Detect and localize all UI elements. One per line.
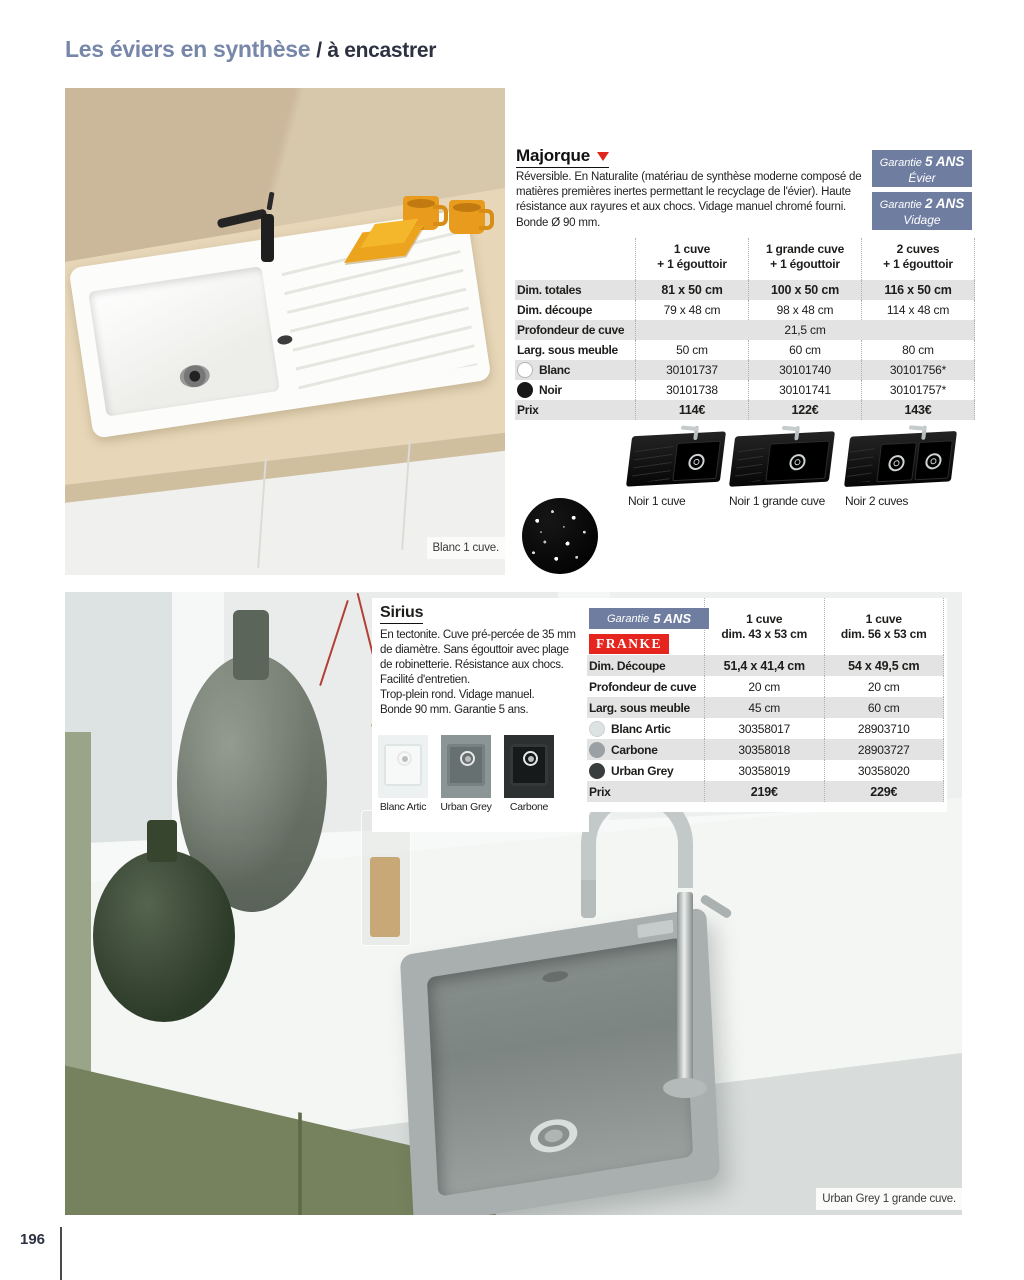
table-cell: 28903727 [824, 739, 944, 760]
color-swatch [589, 721, 605, 737]
orange-mug [449, 200, 485, 234]
vase-neck [233, 610, 269, 680]
table-cell: 116 x 50 cm [861, 280, 974, 300]
table-cell: 30358019 [704, 760, 824, 781]
table-row [515, 280, 975, 300]
badge-sub: Vidage [903, 212, 941, 227]
sirius-info-box [372, 598, 589, 832]
row-label [587, 781, 704, 802]
row-label [587, 655, 704, 676]
column-header-line: 1 grande cuve [765, 242, 845, 256]
table-cell: 30101756* [861, 360, 974, 380]
table-cell: 60 cm [748, 340, 861, 360]
column-header-line: 1 cuve [746, 612, 783, 626]
majorque-description: Réversible. En Naturalite (matériau de synthèse moderne composé de matières premières inertes permettant le recyclage de l'évier). Haute résistance aux rayures et aux chocs. Vidage manuel chromé fourni. Bonde Ø 90 mm. [516, 171, 862, 229]
sirius-title: Sirius [380, 604, 423, 624]
material-sample-swatch [522, 498, 598, 574]
row-label-text: Larg. sous meuble [589, 700, 690, 715]
sirius-description [380, 628, 582, 718]
row-label-text: Prix [517, 403, 539, 417]
row-label [515, 400, 635, 420]
sink-drain [178, 363, 211, 389]
thumb-noir-1-cuve [627, 432, 727, 488]
row-label [515, 300, 635, 320]
table-cell: 114€ [635, 400, 748, 420]
row-label-text: Carbone [611, 742, 658, 757]
sirius-paragraph: Bonde 90 mm. Garantie 5 ans. [380, 703, 529, 716]
drain-icon [460, 751, 475, 766]
table-cell: 30358017 [704, 718, 824, 739]
swatch-label: Carbone [509, 801, 549, 813]
sink-overflow [542, 970, 568, 984]
majorque-spec-table [515, 238, 975, 420]
color-swatch [517, 362, 533, 378]
faucet-body [677, 892, 693, 1092]
sink-overflow [277, 334, 293, 345]
table-cell: 30358020 [824, 760, 944, 781]
page-title [65, 36, 436, 63]
row-label [587, 718, 704, 739]
row-label [515, 340, 635, 360]
column-header-line: + 1 égouttoir [883, 257, 953, 271]
table-cell: 80 cm [861, 340, 974, 360]
faucet-icon [794, 426, 800, 440]
green-wall [65, 732, 91, 1102]
row-label-text: Blanc [539, 363, 571, 377]
row-label [515, 360, 635, 380]
drain-icon [523, 751, 538, 766]
drainboard-ribs [846, 443, 875, 483]
table-row [587, 739, 944, 760]
column-header [704, 598, 824, 655]
table-cell: 30101757* [861, 380, 974, 400]
footer-divider [60, 1227, 62, 1280]
swatch-label: Blanc Artic [379, 801, 427, 813]
garantie-badge-vidage [872, 192, 972, 230]
thumb-label: Noir 2 cuves [845, 494, 909, 508]
table-cell: 30101740 [748, 360, 861, 380]
row-label [587, 697, 704, 718]
faucet-base [663, 1078, 707, 1098]
column-header [748, 238, 861, 280]
table-cell: 50 cm [635, 340, 748, 360]
table-row [515, 400, 975, 420]
sirius-paragraph: Trop-plein rond. Vidage manuel. [380, 688, 535, 701]
column-header [824, 598, 944, 655]
color-swatch [589, 742, 605, 758]
table-cell: 100 x 50 cm [748, 280, 861, 300]
badge-value: 2 ANS [925, 196, 965, 211]
swatch-blanc-artic [378, 735, 428, 798]
table-row [515, 360, 975, 380]
black-sink-image [626, 431, 726, 486]
table-cell: 51,4 x 41,4 cm [704, 655, 824, 676]
sirius-table-box [585, 598, 947, 812]
column-header [861, 238, 974, 280]
sink-bowl [427, 937, 693, 1196]
sirius-paragraph: En tectonite. Cuve pré-percée de 35 mm de diamètre. Sans égouttoir avec plage de robinetterie. Résistance aux chocs. Facilité d'entretien. [380, 629, 576, 686]
column-header-line: dim. 56 x 53 cm [840, 627, 927, 641]
badge-sub: Évier [908, 170, 936, 185]
column-header [635, 238, 748, 280]
row-label-text: Blanc Artic [611, 721, 671, 736]
thumb-noir-1-grande-cuve [730, 432, 836, 488]
row-label-text: Dim. Découpe [589, 658, 666, 673]
column-header-line: + 1 égouttoir [770, 257, 840, 271]
grey-sink [400, 907, 720, 1215]
faucet-icon [693, 426, 699, 440]
faucet-spout [581, 880, 596, 918]
photo-caption: Blanc 1 cuve. [427, 537, 505, 559]
faucet-icon [921, 426, 927, 440]
page-title-sub: / à encastrer [316, 39, 437, 62]
table-cell: 54 x 49,5 cm [824, 655, 944, 676]
table-row [587, 697, 944, 718]
drainboard-ribs [631, 442, 674, 482]
majorque-title [516, 146, 609, 168]
header-spacer [515, 238, 635, 280]
black-sink-image [729, 431, 835, 487]
table-cell: 229€ [824, 781, 944, 802]
sink-bowl [88, 266, 280, 416]
table-cell: 114 x 48 cm [861, 300, 974, 320]
table-row [587, 718, 944, 739]
row-label [587, 676, 704, 697]
row-label-text: Prix [589, 784, 611, 799]
page-number: 196 [20, 1231, 46, 1248]
table-cell: 20 cm [704, 676, 824, 697]
table-row [515, 380, 975, 400]
row-label-text: Dim. découpe [517, 303, 593, 317]
table-cell: 60 cm [824, 697, 944, 718]
thumb-label: Noir 1 grande cuve [729, 494, 825, 508]
badge-value: 5 ANS [925, 154, 965, 169]
color-swatch [589, 763, 605, 779]
table-cell: 30101741 [748, 380, 861, 400]
badge-prefix: Garantie [879, 199, 922, 211]
column-header-line: dim. 43 x 53 cm [721, 627, 808, 641]
garantie-badge-evier [872, 150, 972, 187]
row-label-text: Urban Grey [611, 763, 674, 778]
faucet [261, 214, 274, 262]
table-cell: 143€ [861, 400, 974, 420]
drainboard-ribs [734, 443, 765, 483]
table-row [515, 320, 975, 340]
row-label [587, 760, 704, 781]
color-swatch [517, 382, 533, 398]
brand-plate [637, 920, 673, 939]
column-header-line: 1 cuve [865, 612, 902, 626]
table-cell: 28903710 [824, 718, 944, 739]
row-label-text: Profondeur de cuve [517, 323, 625, 337]
column-header-line: 2 cuves [896, 242, 940, 256]
red-triangle-icon [597, 152, 609, 161]
table-cell: 30358018 [704, 739, 824, 760]
vase-neck [147, 820, 177, 862]
drain-icon [397, 751, 412, 766]
row-label-text: Larg. sous meuble [517, 343, 618, 357]
black-sink-image [844, 431, 957, 487]
garantie-badge [589, 608, 709, 629]
table-cell: 45 cm [704, 697, 824, 718]
column-header-line: + 1 égouttoir [657, 257, 727, 271]
decor-twig [319, 600, 349, 686]
table-cell: 81 x 50 cm [635, 280, 748, 300]
row-label-text: Noir [539, 383, 562, 397]
swatch-urban-grey [441, 735, 491, 798]
column-header-line: 1 cuve [673, 242, 711, 256]
table-row [515, 300, 975, 320]
table-row [515, 340, 975, 360]
table-cell: 30101738 [635, 380, 748, 400]
table-cell: 30101737 [635, 360, 748, 380]
badge-prefix: Garantie [606, 612, 650, 625]
page-title-main: Les éviers en synthèse [65, 36, 311, 62]
sirius-color-swatches [378, 735, 583, 827]
table-cell: 79 x 48 cm [635, 300, 748, 320]
franke-logo: FRANKE [589, 634, 669, 654]
green-vase [93, 850, 235, 1022]
table-cell: 122€ [748, 400, 861, 420]
table-cell: 20 cm [824, 676, 944, 697]
swatch-label: Urban Grey [440, 801, 492, 813]
table-cell: 98 x 48 cm [748, 300, 861, 320]
table-cell: 21,5 cm [635, 320, 974, 340]
majorque-photo [65, 88, 505, 575]
table-row [587, 781, 944, 802]
sink-drain [529, 1116, 578, 1156]
table-row [587, 760, 944, 781]
row-label [515, 380, 635, 400]
sticks-in-glass [370, 857, 400, 937]
row-label [515, 280, 635, 300]
table-row [587, 655, 944, 676]
row-label-text: Dim. totales [517, 283, 582, 297]
badge-prefix: Garantie [879, 157, 922, 169]
table-row [587, 676, 944, 697]
table-header [515, 238, 975, 280]
thumb-label: Noir 1 cuve [628, 494, 686, 508]
table-cell: 219€ [704, 781, 824, 802]
row-label [515, 320, 635, 340]
row-label-text: Profondeur de cuve [589, 679, 697, 694]
row-label [587, 739, 704, 760]
thumb-noir-2-cuves [845, 432, 958, 488]
photo-caption: Urban Grey 1 grande cuve. [816, 1188, 962, 1210]
badge-value: 5 ANS [653, 611, 691, 626]
swatch-carbone [504, 735, 554, 798]
majorque-title-text: Majorque [516, 146, 590, 165]
